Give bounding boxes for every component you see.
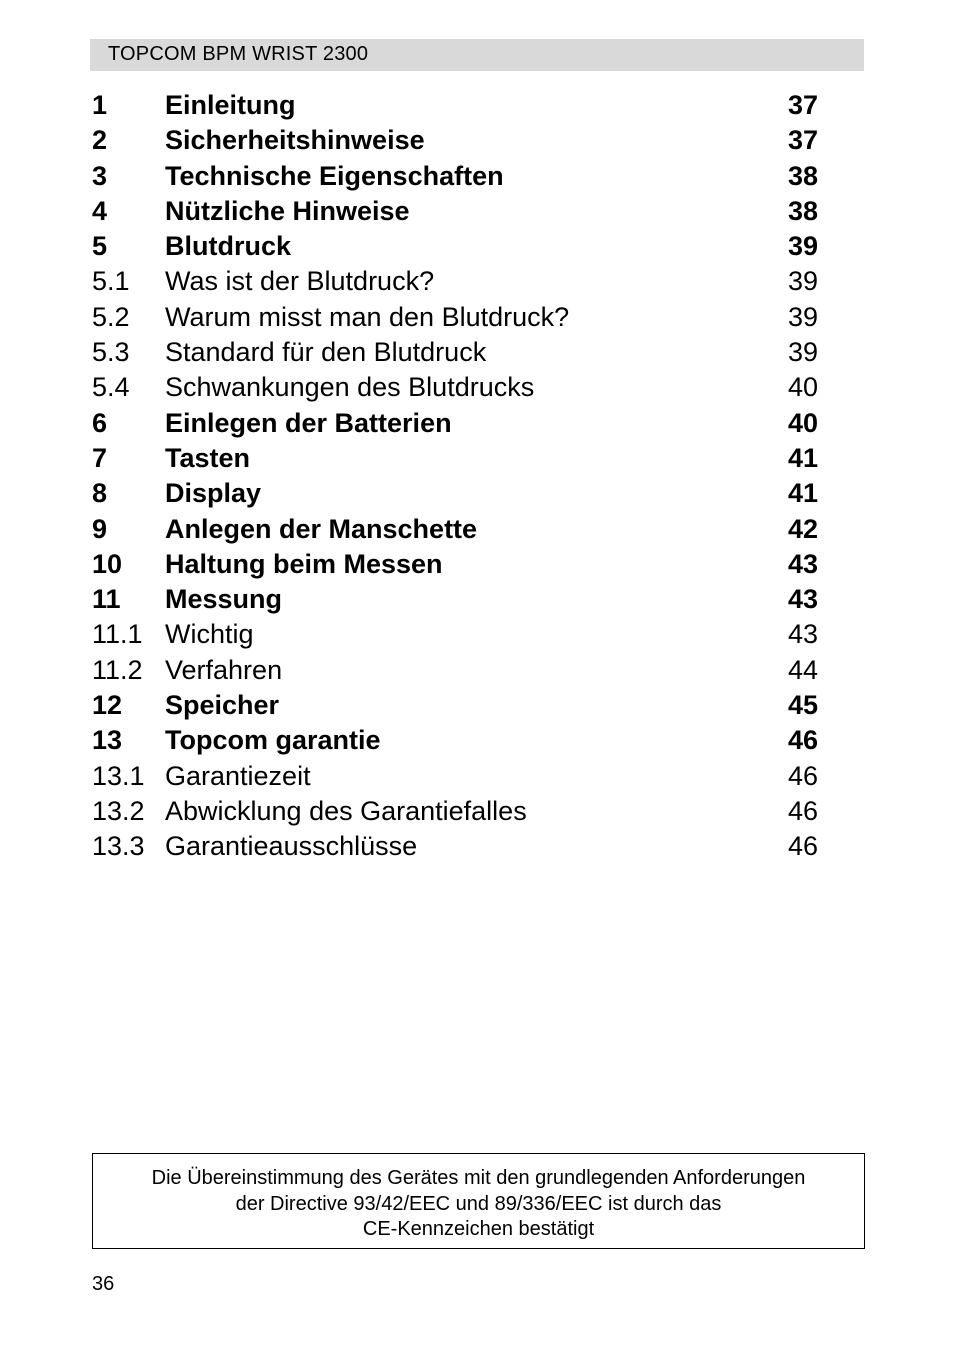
toc-entry-number: 4 [92, 195, 108, 226]
toc-entry-page: 38 [787, 195, 818, 226]
toc-entry-page: 41 [787, 478, 818, 509]
toc-entry-number: 11.1 [92, 619, 143, 650]
toc-entry-title: Technische Eigenschaften [165, 160, 504, 191]
toc-entry-page: 46 [787, 795, 818, 826]
toc-entry [92, 653, 822, 688]
toc-entry [92, 547, 822, 582]
toc-entry-page: 43 [787, 619, 818, 650]
toc-entry [92, 794, 822, 829]
table-of-contents [92, 88, 822, 865]
toc-entry-page: 43 [787, 548, 818, 579]
toc-entry [92, 759, 822, 794]
toc-entry-number: 5.2 [92, 301, 130, 332]
toc-entry-title: Garantiezeit [165, 760, 311, 791]
toc-entry-title: Blutdruck [165, 231, 292, 262]
toc-entry [92, 512, 822, 547]
toc-entry-page: 46 [787, 725, 818, 756]
toc-entry [92, 829, 822, 864]
toc-entry-title: Haltung beim Messen [165, 548, 443, 579]
toc-entry-title: Wichtig [165, 619, 254, 650]
toc-entry-title: Messung [165, 584, 283, 615]
toc-entry-title: Warum misst man den Blutdruck? [165, 301, 570, 332]
toc-entry-page: 39 [787, 337, 818, 368]
toc-entry-page: 43 [787, 584, 818, 615]
toc-entry-number: 9 [92, 513, 108, 544]
toc-entry-number: 2 [92, 125, 108, 156]
toc-entry-page: 39 [787, 301, 818, 332]
notice-line-3: CE-Kennzeichen bestätigt [362, 1218, 595, 1240]
toc-entry-title: Sicherheitshinweise [165, 125, 425, 156]
toc-entry [92, 582, 822, 617]
toc-entry [92, 688, 822, 723]
ce-notice-box [92, 1153, 865, 1249]
toc-entry-title: Einleitung [165, 90, 296, 120]
toc-entry-title: Topcom garantie [165, 725, 381, 756]
notice-line-1: Die Übereinstimmung des Gerätes mit den grundlegenden Anforderungen [151, 1167, 806, 1189]
toc-entry-title: Speicher [165, 690, 280, 721]
toc-entry-page: 39 [787, 266, 818, 297]
toc-entry-title: Anlegen der Manschette [165, 513, 478, 544]
toc-entry-title: Garantieausschlüsse [165, 831, 418, 862]
toc-entry-title: Verfahren [165, 654, 283, 685]
header-title: TOPCOM BPM WRIST 2300 [108, 43, 369, 65]
toc-entry [92, 723, 822, 758]
toc-entry-page: 37 [787, 90, 818, 120]
toc-entry-title: Nützliche Hinweise [165, 195, 410, 226]
toc-entry-page: 42 [787, 513, 818, 544]
toc-entry-number: 5.1 [92, 266, 130, 297]
toc-entry-page: 44 [787, 654, 818, 685]
toc-entry-number: 11 [92, 584, 121, 615]
toc-entry-number: 13 [92, 725, 123, 756]
toc-entry-number: 8 [92, 478, 108, 509]
toc-entry-number: 13.2 [92, 795, 145, 826]
toc-entry-title: Einlegen der Batterien [165, 407, 452, 438]
toc-entry-number: 5.3 [92, 337, 130, 368]
toc-entry-title: Standard für den Blutdruck [165, 337, 487, 368]
toc-entry-number: 13.3 [92, 831, 145, 862]
toc-entry-page: 45 [787, 690, 818, 721]
toc-entry-title: Schwankungen des Blutdrucks [165, 372, 535, 403]
toc-entry-number: 11.2 [92, 654, 143, 685]
toc-entry [92, 229, 822, 264]
toc-entry-page: 40 [787, 407, 818, 438]
toc-entry-number: 6 [92, 407, 108, 438]
toc-entry [92, 264, 822, 299]
toc-entry-number: 1 [92, 90, 108, 120]
toc-entry [92, 88, 822, 123]
toc-entry-number: 3 [92, 160, 108, 191]
toc-entry-page: 41 [787, 442, 818, 473]
toc-entry [92, 123, 822, 158]
page-number: 36 [92, 1273, 115, 1295]
toc-entry-title: Was ist der Blutdruck? [165, 266, 435, 297]
toc-entry-page: 39 [787, 231, 818, 262]
toc-entry-page: 46 [787, 760, 818, 791]
toc-entry [92, 335, 822, 370]
toc-entry-number: 7 [92, 442, 108, 473]
toc-entry [92, 370, 822, 405]
toc-entry-number: 13.1 [92, 760, 145, 791]
toc-entry-title: Display [165, 478, 262, 509]
toc-entry [92, 441, 822, 476]
toc-entry [92, 159, 822, 194]
toc-entry-number: 12 [92, 690, 123, 721]
toc-entry-page: 46 [787, 831, 818, 862]
toc-entry-page: 37 [787, 125, 818, 156]
toc-entry-number: 10 [92, 548, 123, 579]
toc-entry-title: Tasten [165, 442, 251, 473]
toc-entry [92, 406, 822, 441]
toc-entry-page: 40 [787, 372, 818, 403]
toc-entry [92, 476, 822, 511]
toc-entry [92, 300, 822, 335]
toc-entry [92, 617, 822, 652]
running-header [90, 39, 864, 71]
toc-entry [92, 194, 822, 229]
toc-entry-number: 5.4 [92, 372, 130, 403]
toc-entry-page: 38 [787, 160, 818, 191]
notice-line-2: der Directive 93/42/EEC und 89/336/EEC ist durch das [235, 1192, 722, 1215]
toc-entry-title: Abwicklung des Garantiefalles [165, 795, 527, 826]
toc-entry-number: 5 [92, 231, 108, 262]
